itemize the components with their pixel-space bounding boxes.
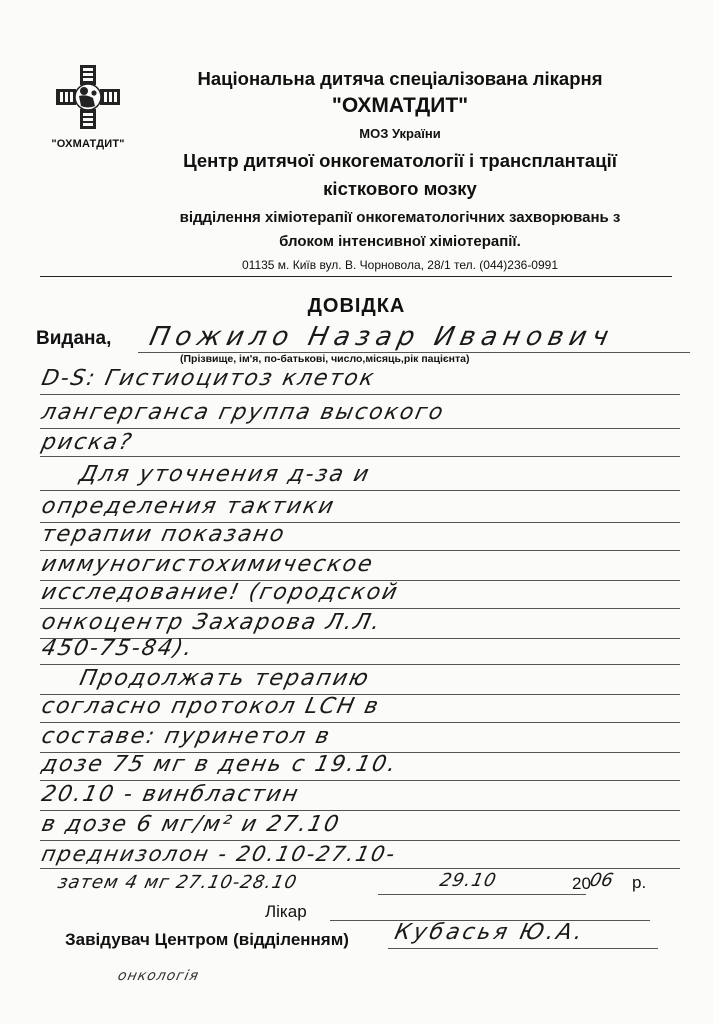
date-year-suffix: р. [632, 873, 647, 892]
child-cross-emblem-icon [53, 62, 123, 132]
handwritten-line: терапии показано [39, 522, 289, 547]
ruled-line [40, 780, 680, 781]
handwritten-line: онкоцентр Захарова Л.Л. [39, 610, 384, 635]
logo-caption: "ОХМАТДИТ" [51, 138, 125, 150]
ruled-line [40, 722, 680, 723]
department-name-line1: відділення хіміотерапії онкогематологічних захворювань з [179, 209, 621, 226]
head-signature-handwritten: Кубасья Ю.А. [392, 920, 588, 945]
date-year-handwritten: 06 [587, 870, 616, 891]
handwritten-line: согласно протокол LCH в [39, 694, 383, 719]
ruled-line [40, 810, 680, 811]
handwritten-line: иммуногистохимическое [39, 552, 377, 577]
ruled-line [40, 550, 680, 551]
hospital-short-name: "ОХМАТДИТ" [331, 94, 469, 117]
date-year-prefix: 20 [572, 874, 591, 893]
center-name-line1: Центр дитячої онкогематології і трансплантації [183, 150, 617, 171]
handwritten-line: определения тактики [39, 494, 338, 519]
header-divider [40, 276, 672, 277]
ruled-line [40, 428, 680, 429]
hospital-name: Національна дитяча спеціалізована лікарня [197, 68, 603, 89]
date-line [378, 894, 586, 895]
ruled-line [40, 868, 680, 869]
stamp-text: онкологія [116, 968, 201, 984]
ruled-line [40, 456, 680, 457]
ruled-line [40, 664, 680, 665]
handwritten-line: преднизолон - 20.10-27.10- [39, 842, 399, 866]
head-of-center-label: Завідувач Центром (відділенням) [65, 930, 349, 949]
handwritten-line: лангерганса группа высокого [39, 400, 448, 425]
ruled-line [40, 608, 680, 609]
hospital-address: 01135 м. Київ вул. В. Чорновола, 28/1 тел. (044)236-0991 [241, 258, 559, 272]
issued-to-label: Видана, [36, 328, 112, 349]
department-name-line2: блоком інтенсивної хіміотерапії. [279, 233, 521, 250]
doctor-label: Лікар [265, 902, 307, 921]
handwritten-line: затем 4 мг 27.10-28.10 [55, 872, 300, 893]
handwritten-line: исследование! (городской [39, 580, 402, 605]
handwritten-line: дозе 75 мг в день с 19.10. [39, 752, 400, 777]
document-title: ДОВІДКА [307, 295, 406, 317]
handwritten-line: 20.10 - винбластин [39, 782, 302, 807]
patient-name-hint: (Прізвище, ім'я, по-батькові, число,місяць,рік пацієнта) [180, 353, 470, 365]
ruled-line [40, 840, 680, 841]
handwritten-line: Продолжать терапию [77, 666, 373, 691]
handwritten-line: 450-75-84). [39, 636, 197, 661]
handwritten-line: Для уточнения д-за и [77, 462, 373, 487]
handwritten-line: D-S: Гистиоцитоз клеток [39, 366, 378, 391]
ruled-line [40, 490, 680, 491]
handwritten-line: составе: пуринетол в [39, 724, 334, 749]
center-name-line2: кісткового мозку [323, 178, 477, 199]
handwritten-line: в дозе 6 мг/м² и 27.10 [39, 812, 343, 837]
patient-name-handwritten: Пожило Назар Иванович [146, 322, 617, 352]
ruled-line [40, 394, 680, 395]
date-day-handwritten: 29.10 [437, 870, 499, 891]
ministry-name: МОЗ України [359, 126, 441, 141]
head-signature-line [388, 948, 658, 949]
handwritten-line: риска? [39, 430, 136, 455]
